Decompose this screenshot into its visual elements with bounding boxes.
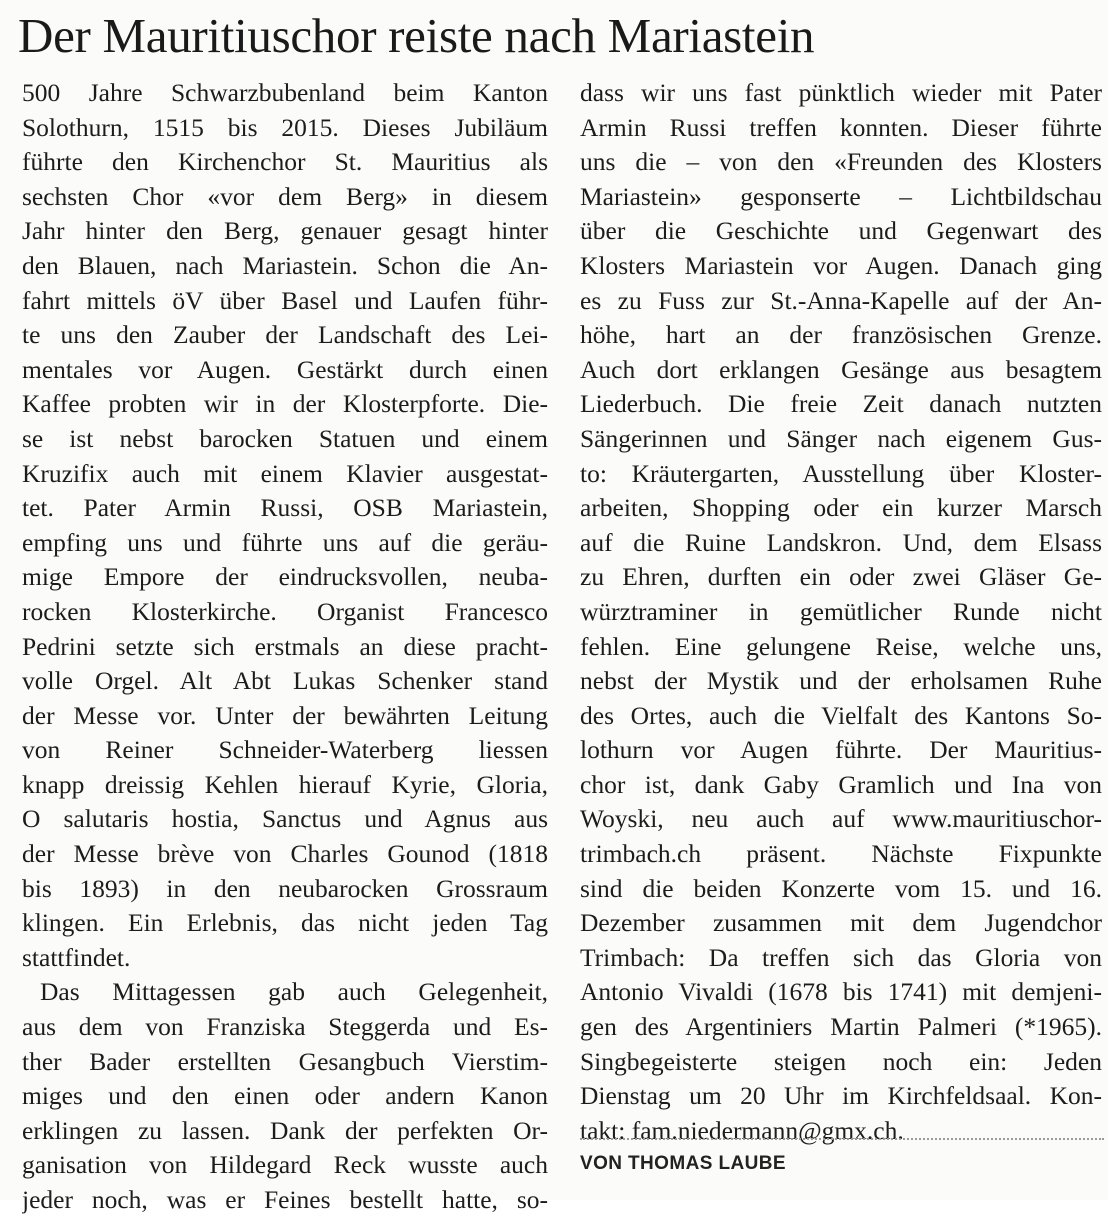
text-line: chor ist, dank Gaby Gramlich und Ina von (580, 769, 1102, 799)
text-line: tet. Pater Armin Russi, OSB Mariastein, (22, 493, 548, 523)
text-line: würztraminer in gemütlicher Runde nicht (580, 596, 1102, 626)
text-line: zu Ehren, durften ein oder zwei Gläser Ge- (580, 562, 1102, 592)
text-line: volle Orgel. Alt Abt Lukas Schenker stand (22, 666, 548, 696)
text-line: Solothurn, 1515 bis 2015. Dieses Jubiläum (22, 112, 548, 142)
text-line: Dienstag um 20 Uhr im Kirchfeldsaal. Kon- (580, 1081, 1102, 1111)
text-line: se ist nebst barocken Statuen und einem (22, 423, 548, 453)
text-line: mentales vor Augen. Gestärkt durch einen (22, 354, 548, 384)
text-line: Klosters Mariastein vor Augen. Danach ging (580, 250, 1102, 280)
text-line: stattfindet. (22, 942, 131, 972)
paragraph-start-line: Das Mittagessen gab auch Gelegenheit, (40, 977, 548, 1007)
text-line: ganisation von Hildegard Reck wusste auch (22, 1150, 548, 1180)
text-line: rocken Klosterkirche. Organist Francesco (22, 596, 548, 626)
text-line: mige Empore der eindrucksvollen, neuba- (22, 562, 548, 592)
text-line: Liederbuch. Die freie Zeit danach nutzten (580, 389, 1102, 419)
text-line: miges und den einen oder andern Kanon (22, 1081, 548, 1111)
text-line: es zu Fuss zur St.-Anna-Kapelle auf der An- (580, 285, 1102, 315)
text-line: auf die Ruine Landskron. Und, dem Elsass (580, 527, 1102, 557)
text-line: uns die – von den «Freunden des Klosters (580, 147, 1102, 177)
text-line: über die Geschichte und Gegenwart des (580, 216, 1102, 246)
text-line: jeder noch, was er Feines bestellt hatte, so- (22, 1185, 548, 1214)
text-line: to: Kräutergarten, Ausstellung über Kloster- (580, 458, 1102, 488)
article-headline: Der Mauritiuschor reiste nach Mariastein (18, 8, 815, 63)
text-line: sind die beiden Konzerte vom 15. und 16. (580, 873, 1102, 903)
text-line: des Ortes, auch die Vielfalt des Kantons So- (580, 700, 1102, 730)
text-line: Auch dort erklangen Gesänge aus besagtem (580, 354, 1102, 384)
text-line: der Messe vor. Unter der bewährten Leitung (22, 700, 548, 730)
text-line: O salutaris hostia, Sanctus und Agnus aus (22, 804, 548, 834)
text-line: von Reiner Schneider-Waterberg liessen (22, 735, 548, 765)
article-column-right (580, 76, 1102, 1148)
text-line: Armin Russi treffen konnten. Dieser führte (580, 112, 1102, 142)
text-line: den Blauen, nach Mariastein. Schon die An- (22, 250, 548, 280)
text-line: takt: fam.niedermann@gmx.ch. (580, 1115, 904, 1145)
text-line: nebst der Mystik und der erholsamen Ruhe (580, 666, 1102, 696)
text-line: Antonio Vivaldi (1678 bis 1741) mit demjeni- (580, 977, 1102, 1007)
text-line: Trimbach: Da treffen sich das Gloria von (580, 942, 1102, 972)
text-line: Kruzifix auch mit einem Klavier ausgestat- (22, 458, 548, 488)
text-line: Mariastein» gesponserte – Lichtbildschau (580, 181, 1102, 211)
text-line: bis 1893) in den neubarocken Grossraum (22, 873, 548, 903)
text-line: dass wir uns fast pünktlich wieder mit Pater (580, 78, 1102, 107)
text-line: sechsten Chor «vor dem Berg» in diesem (22, 181, 548, 211)
text-line: fahrt mittels öV über Basel und Laufen führ- (22, 285, 548, 315)
byline-divider (580, 1138, 1104, 1140)
text-line: arbeiten, Shopping oder ein kurzer Marsch (580, 493, 1102, 523)
text-line: knapp dreissig Kehlen hierauf Kyrie, Gloria, (22, 769, 548, 799)
text-line: Singbegeisterte steigen noch ein: Jeden (580, 1046, 1102, 1076)
text-line: Jahr hinter den Berg, genauer gesagt hinter (22, 216, 548, 246)
article-column-left (22, 76, 548, 1218)
text-line: 500 Jahre Schwarzbubenland beim Kanton (22, 78, 548, 107)
text-line: führte den Kirchenchor St. Mauritius als (22, 147, 548, 177)
text-line: te uns den Zauber der Landschaft des Lei- (22, 320, 548, 350)
text-line: Sängerinnen und Sänger nach eigenem Gus- (580, 423, 1102, 453)
text-line: erklingen zu lassen. Dank der perfekten Or- (22, 1115, 548, 1145)
text-line: Dezember zusammen mit dem Jugendchor (580, 908, 1102, 938)
text-line: trimbach.ch präsent. Nächste Fixpunkte (580, 839, 1102, 869)
text-line: höhe, hart an der französischen Grenze. (580, 320, 1102, 350)
text-line: lothurn vor Augen führte. Der Mauritius- (580, 735, 1102, 765)
text-line: fehlen. Eine gelungene Reise, welche uns, (580, 631, 1102, 661)
text-line: gen des Argentiniers Martin Palmeri (*1965). (580, 1012, 1102, 1042)
text-line: klingen. Ein Erlebnis, das nicht jeden Tag (22, 908, 548, 938)
text-line: aus dem von Franziska Steggerda und Es- (22, 1012, 548, 1042)
text-line: Pedrini setzte sich erstmals an diese pracht- (22, 631, 548, 661)
text-line: Kaffee probten wir in der Klosterpforte. Die- (22, 389, 548, 419)
text-line: ther Bader erstellten Gesangbuch Vierstim- (22, 1046, 548, 1076)
text-line: Woyski, neu auch auf www.mauritiuschor- (580, 804, 1102, 834)
author-byline: VON THOMAS LAUBE (580, 1153, 786, 1174)
text-line: der Messe brève von Charles Gounod (1818 (22, 839, 548, 869)
text-line: empfing uns und führte uns auf die geräu- (22, 527, 548, 557)
